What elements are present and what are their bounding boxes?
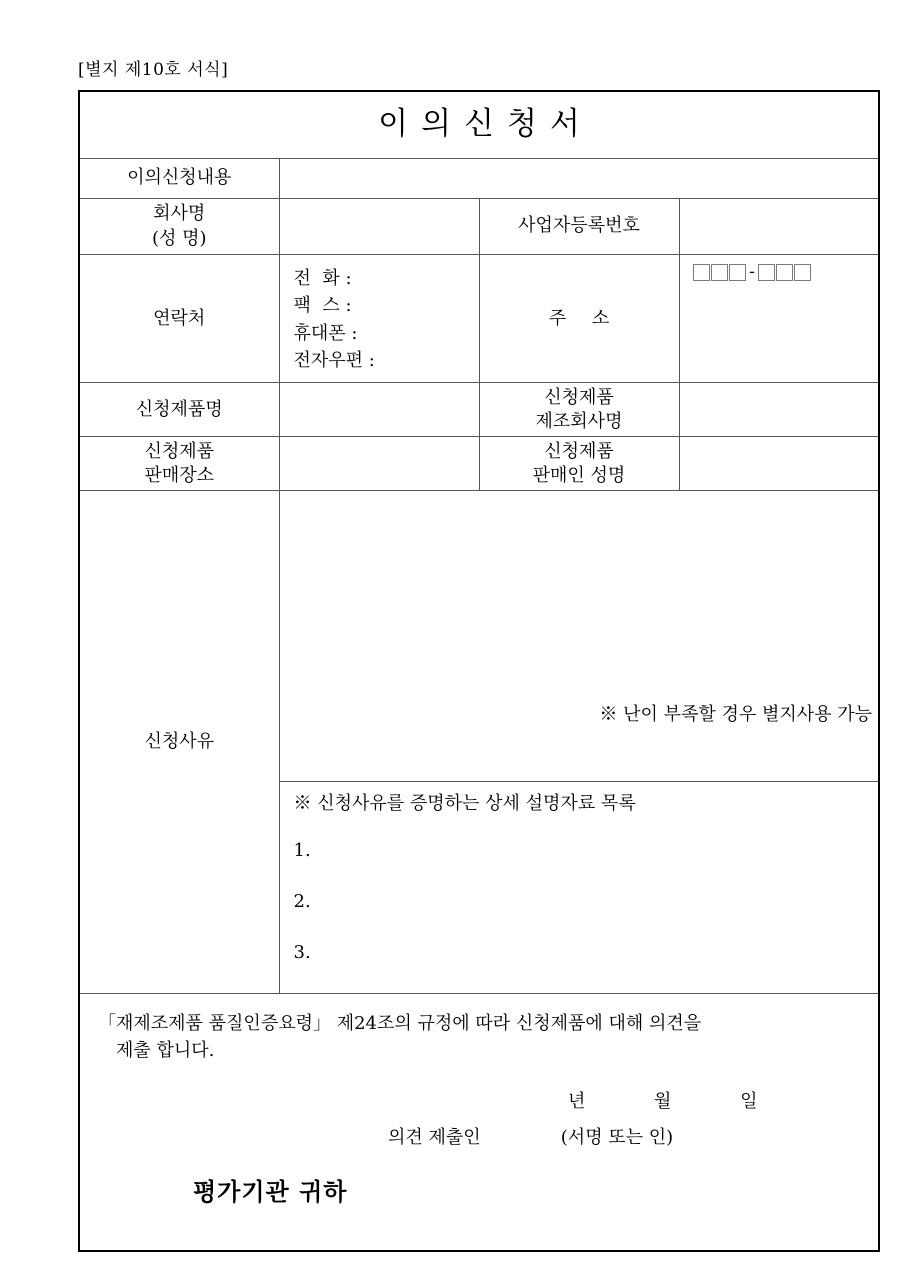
complaint-content-row	[79, 159, 879, 199]
zip-box-1[interactable]	[693, 264, 710, 281]
complaint-content-label: 이의신청내용	[79, 159, 279, 199]
reason-label: 신청사유	[79, 491, 279, 993]
page-title: 이의신청서	[378, 106, 593, 143]
attachment-list-cell[interactable]	[279, 782, 879, 993]
business-reg-no-input[interactable]	[679, 199, 879, 255]
product-name-row	[79, 383, 879, 437]
company-name-input[interactable]	[279, 199, 479, 255]
product-maker-input[interactable]	[679, 383, 879, 437]
footer-row	[79, 993, 879, 1251]
zip-dash: -	[749, 262, 755, 282]
address-label: 주 소	[479, 255, 679, 383]
zip-box-3[interactable]	[729, 264, 746, 281]
business-reg-no-label: 사업자등록번호	[479, 199, 679, 255]
phone-field-label: 전 화 :	[293, 268, 352, 289]
attachment-title: ※ 신청사유를 증명하는 상세 설명자료 목록	[293, 793, 636, 815]
seller-name-input[interactable]	[679, 437, 879, 491]
fax-field-label: 팩 스 :	[293, 295, 352, 317]
form-title-cell	[79, 91, 879, 159]
contact-label: 연락처	[79, 255, 279, 383]
form-code-label: [별지 제10호 서식]	[78, 60, 229, 80]
product-name-label: 신청제품명	[79, 383, 279, 437]
zip-box-5[interactable]	[776, 264, 793, 281]
signature-line[interactable]	[98, 1126, 860, 1150]
complaint-content-input[interactable]	[279, 159, 879, 199]
mobile-field-label: 휴대폰 :	[293, 322, 358, 344]
declaration-cell	[79, 993, 879, 1251]
contact-row	[79, 255, 879, 383]
company-row	[79, 199, 879, 255]
zip-box-2[interactable]	[711, 264, 728, 281]
zip-box-4[interactable]	[758, 264, 775, 281]
reason-note: ※ 난이 부족할 경우 별지사용 가능	[599, 704, 872, 726]
attachment-item-1[interactable]: 1.	[293, 839, 311, 861]
sales-place-input[interactable]	[279, 437, 479, 491]
attachment-item-2[interactable]: 2.	[293, 891, 311, 913]
product-name-input[interactable]	[279, 383, 479, 437]
signature-note: (서명 또는 인)	[560, 1126, 674, 1148]
product-maker-label: 신청제품 제조회사명	[479, 383, 679, 437]
contact-fields-cell[interactable]	[279, 255, 479, 383]
declaration-line-2: 제출 합니다.	[116, 1039, 215, 1061]
seller-name-label: 신청제품 판매인 성명	[479, 437, 679, 491]
zip-box-6[interactable]	[794, 264, 811, 281]
sales-place-label: 신청제품 판매장소	[79, 437, 279, 491]
company-name-label: 회사명 (성 명)	[79, 199, 279, 255]
attachment-item-3[interactable]: 3.	[293, 942, 311, 964]
objection-application-form	[78, 90, 880, 1252]
title-row	[79, 91, 879, 159]
sales-place-row	[79, 437, 879, 491]
date-line[interactable]: 년 월 일	[568, 1090, 758, 1112]
signer-label: 의견 제출인	[388, 1126, 481, 1148]
email-field-label: 전자우편 :	[293, 350, 375, 372]
addressee-label: 평가기관 귀하	[193, 1177, 348, 1207]
zip-code-boxes[interactable]	[693, 264, 812, 281]
reason-row	[79, 491, 879, 782]
address-input[interactable]	[679, 255, 879, 383]
declaration-line-1: 「재제조제품 품질인증요령」 제24조의 규정에 따라 신청제품에 대해 의견을	[98, 1012, 702, 1034]
reason-input[interactable]	[279, 491, 879, 782]
